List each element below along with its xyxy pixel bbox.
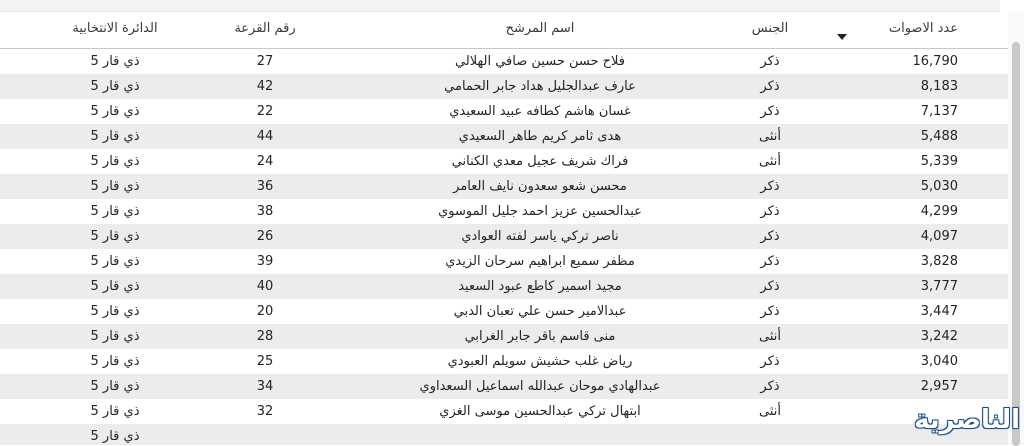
cell-votes: 3,777 <box>920 279 958 294</box>
cell-votes: 4,299 <box>920 204 958 219</box>
cell-votes: 3,828 <box>920 254 958 269</box>
cell-votes: 3,040 <box>920 354 958 369</box>
sort-down-icon[interactable] <box>837 34 847 40</box>
cell-gender: أنثى <box>759 404 781 419</box>
header-number[interactable]: رقم القرعة <box>234 21 296 36</box>
cell-gender: ذكر <box>760 354 780 369</box>
watermark-logo-icon <box>890 402 1020 442</box>
cell-number: 39 <box>256 254 274 269</box>
table-row[interactable] <box>0 324 1008 349</box>
cell-gender <box>740 424 800 445</box>
cell-name: ناصر تركي ياسر لفته العوادي <box>461 229 619 244</box>
table-row[interactable] <box>0 374 1008 399</box>
cell-gender: ذكر <box>760 204 780 219</box>
header-district[interactable]: الدائرة الانتخابية <box>72 21 158 36</box>
cell-number: 32 <box>256 404 274 419</box>
header-votes[interactable]: عدد الاصوات <box>888 21 958 36</box>
cell-name: عبدالحسين عزيز احمد جليل الموسوي <box>438 204 642 219</box>
cell-district: ذي قار 5 <box>90 379 140 394</box>
watermark-brand: الناصرية <box>914 405 1020 435</box>
cell-votes: 5,488 <box>920 129 958 144</box>
cell-district: ذي قار 5 <box>90 254 140 269</box>
cell-votes: 5,030 <box>920 179 958 194</box>
table-row[interactable] <box>0 49 1008 74</box>
cell-name: فراك شريف عجيل معدي الكناني <box>451 154 629 169</box>
cell-district: ذي قار 5 <box>90 179 140 194</box>
cell-name: غسان هاشم كطافه عبيد السعيدي <box>449 104 631 119</box>
cell-votes: 4,097 <box>920 229 958 244</box>
cell-number: 38 <box>256 204 274 219</box>
cell-gender: ذكر <box>760 379 780 394</box>
cell-votes: 5,339 <box>920 154 958 169</box>
cell-number: 42 <box>256 79 274 94</box>
cell-number: 36 <box>256 179 274 194</box>
scrollbar-thumb[interactable] <box>1012 42 1020 446</box>
cell-district: ذي قار 5 <box>90 54 140 69</box>
table-row[interactable] <box>0 174 1008 199</box>
cell-name: عارف عبدالجليل هداد جابر الحمامي <box>444 79 636 94</box>
table-body <box>0 49 1008 445</box>
cell-name: مظفر سميع ابراهيم سرحان الزيدي <box>445 254 635 269</box>
cell-gender: أنثى <box>759 129 781 144</box>
cell-district: ذي قار 5 <box>90 79 140 94</box>
cell-number <box>230 424 300 445</box>
cell-number: 26 <box>256 229 274 244</box>
table-row[interactable] <box>0 199 1008 224</box>
table-row[interactable] <box>0 299 1008 324</box>
cell-district: ذي قار 5 <box>90 104 140 119</box>
cell-gender: ذكر <box>760 229 780 244</box>
cell-name: رياض غلب حشيش سويلم العبودي <box>447 354 633 369</box>
table-row[interactable] <box>0 399 1008 424</box>
cell-name: مجيد اسمير كاطع عبود السعيد <box>458 279 622 294</box>
cell-votes: 3,242 <box>920 329 958 344</box>
cell-district: ذي قار 5 <box>90 279 140 294</box>
cell-district: ذي قار 5 <box>90 329 140 344</box>
cell-gender: ذكر <box>760 254 780 269</box>
cell-gender: ذكر <box>760 79 780 94</box>
cell-district: ذي قار 5 <box>90 304 140 319</box>
cell-number: 20 <box>256 304 274 319</box>
cell-name: منى قاسم باقر جابر الغرابي <box>464 329 616 344</box>
cell-name <box>380 424 700 445</box>
cell-votes: 8,183 <box>920 79 958 94</box>
table-row[interactable] <box>0 74 1008 99</box>
cell-gender: ذكر <box>760 54 780 69</box>
cell-votes: 2,957 <box>920 379 958 394</box>
table-row[interactable] <box>0 274 1008 299</box>
top-strip <box>0 0 1024 12</box>
cell-district: ذي قار 5 <box>90 404 140 419</box>
cell-name: ابتهال تركي عبدالحسين موسى الغزي <box>439 404 641 419</box>
cell-name: عبدالهادي موحان عبدالله اسماعيل السعداوي <box>419 379 661 394</box>
table-row[interactable] <box>0 424 1008 445</box>
cell-name: هدى ثامر كريم طاهر السعيدي <box>458 129 622 144</box>
cell-district: ذي قار 5 <box>90 429 140 444</box>
cell-number: 22 <box>256 104 274 119</box>
cell-votes: 16,790 <box>912 54 958 69</box>
cell-number: 28 <box>256 329 274 344</box>
results-table <box>0 12 1008 445</box>
cell-number: 34 <box>256 379 274 394</box>
cell-gender: أنثى <box>759 154 781 169</box>
cell-number: 44 <box>256 129 274 144</box>
visual-header-bar <box>0 0 1000 12</box>
table-header <box>0 12 1008 49</box>
table-row[interactable] <box>0 149 1008 174</box>
cell-number: 40 <box>256 279 274 294</box>
table-row[interactable] <box>0 249 1008 274</box>
cell-gender: ذكر <box>760 304 780 319</box>
header-name[interactable]: اسم المرشح <box>505 21 575 36</box>
vertical-scrollbar[interactable] <box>1008 12 1024 445</box>
header-gender[interactable]: الجنس <box>751 21 789 36</box>
cell-gender: ذكر <box>760 279 780 294</box>
cell-gender: ذكر <box>760 179 780 194</box>
cell-district: ذي قار 5 <box>90 354 140 369</box>
cell-district: ذي قار 5 <box>90 229 140 244</box>
cell-district: ذي قار 5 <box>90 204 140 219</box>
table-row[interactable] <box>0 349 1008 374</box>
cell-name: محسن شعو سعدون نايف العامر <box>453 179 627 194</box>
cell-gender: أنثى <box>759 329 781 344</box>
cell-number: 27 <box>256 54 274 69</box>
cell-votes: 3,447 <box>920 304 958 319</box>
cell-number: 25 <box>256 354 274 369</box>
table-row[interactable] <box>0 99 1008 124</box>
cell-votes: 7,137 <box>920 104 958 119</box>
cell-gender: ذكر <box>760 104 780 119</box>
cell-district: ذي قار 5 <box>90 129 140 144</box>
table-row[interactable] <box>0 224 1008 249</box>
table-row[interactable] <box>0 124 1008 149</box>
cell-name: عبدالامير حسن علي تعبان الدبي <box>453 304 627 319</box>
cell-district: ذي قار 5 <box>90 154 140 169</box>
cell-name: فلاح حسن حسين صافي الهلالي <box>454 54 626 69</box>
cell-number: 24 <box>256 154 274 169</box>
